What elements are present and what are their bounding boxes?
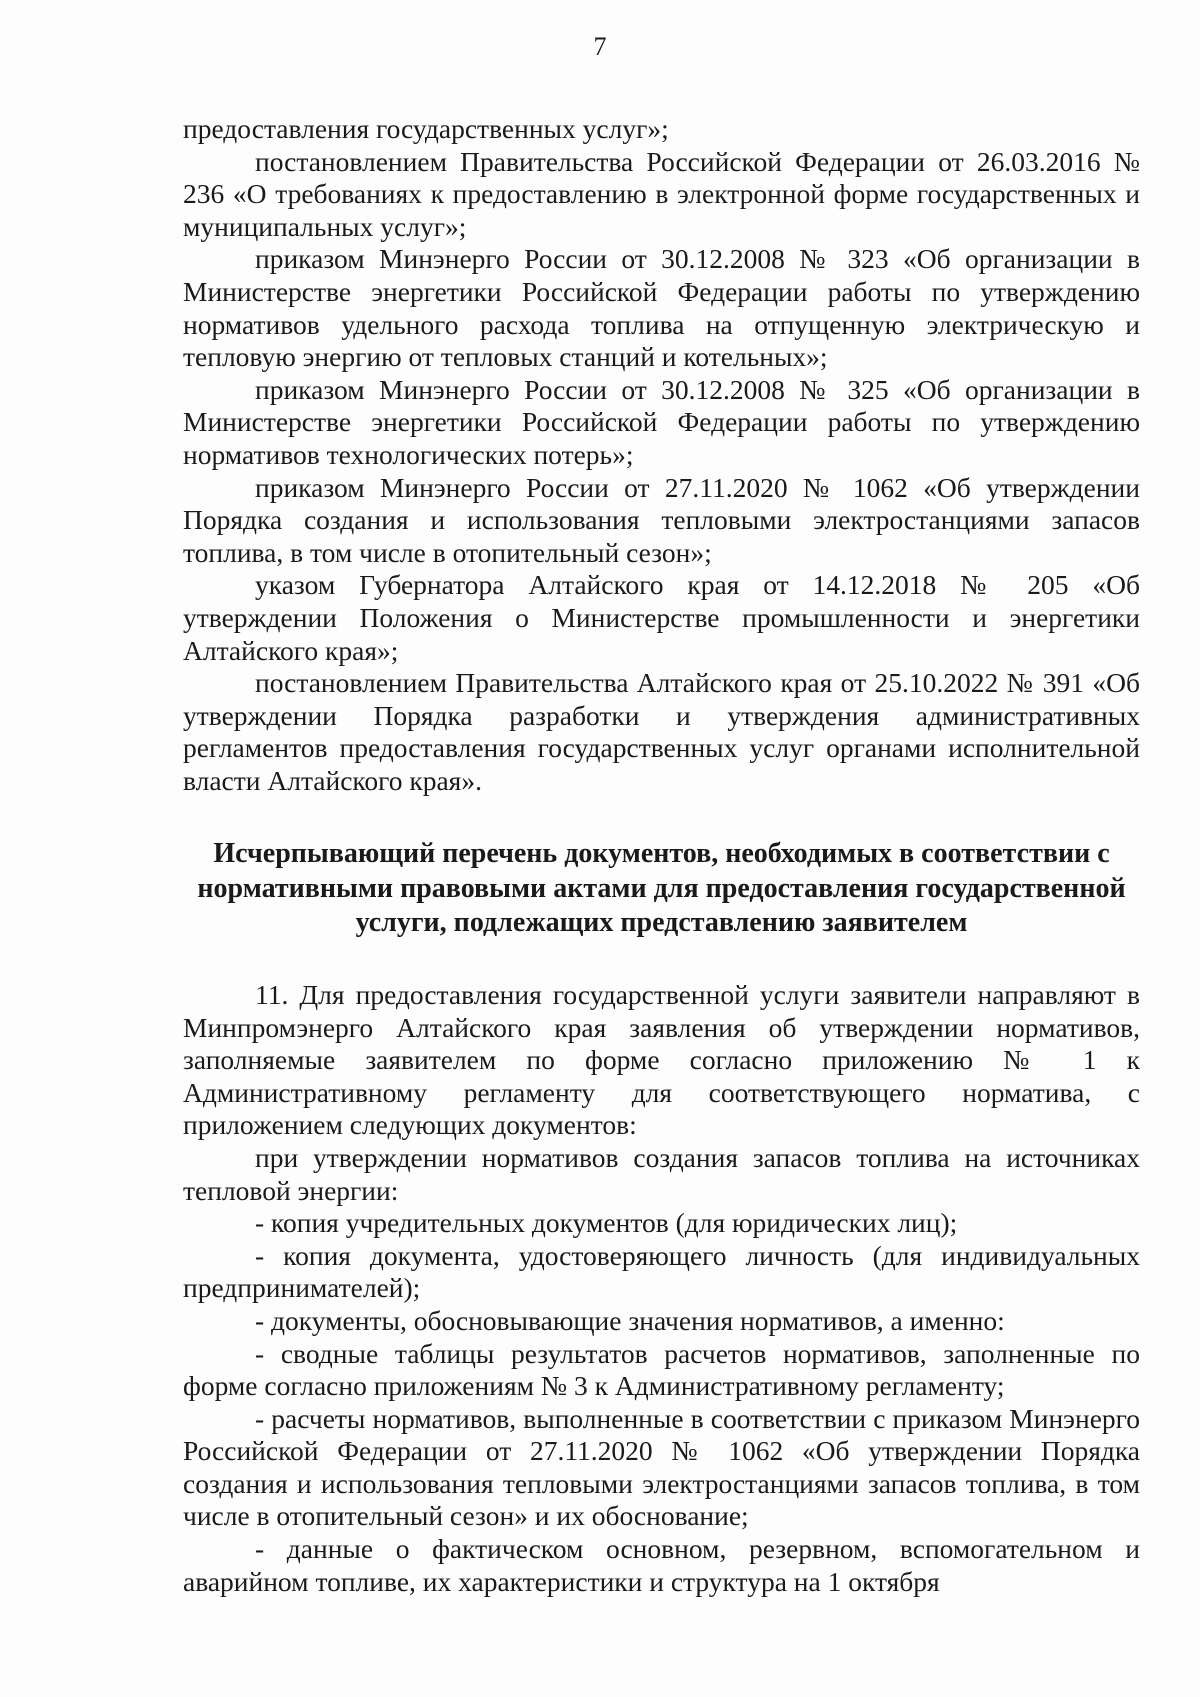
paragraph-top-2: приказом Минэнерго России от 30.12.2008 № 323 «Об организации в Министерстве энергетики Российской Федерации работы по утверждению нормативов удельного расхода топлива на отпущенную электрическую и тепловую энергию от тепловых станций и котельных»;: [183, 243, 1140, 373]
paragraph-bottom-0: 11. Для предоставления государственной услуги заявители направляют в Минпромэнерго Алтайского края заявления об утверждении нормативов, заполняемые заявителем по форме согласно приложению № 1 к Административному регламенту для соответствующего норматива, с приложением следующих документов:: [183, 978, 1140, 1141]
paragraph-top-5: указом Губернатора Алтайского края от 14.12.2018 № 205 «Об утверждении Положения о Министерстве промышленности и энергетики Алтайского края»;: [183, 569, 1140, 666]
paragraph-top-1: постановлением Правительства Российской Федерации от 26.03.2016 № 236 «О требованиях к предоставлению в электронной форме государственных и муниципальных услуг»;: [183, 145, 1140, 242]
paragraph-bottom-2: - копия учредительных документов (для юридических лиц);: [255, 1207, 958, 1239]
paragraph-top-6: постановлением Правительства Алтайского края от 25.10.2022 № 391 «Об утверждении Порядка разработки и утверждения административных регламентов предоставления государственных услуг органами исполнительной власти Алтайского края».: [183, 667, 1140, 796]
paragraph-top-0: предоставления государственных услуг»;: [183, 113, 669, 144]
paragraph-bottom-3: - копия документа, удостоверяющего личность (для индивидуальных предпринимателей);: [183, 1239, 1140, 1304]
paragraph-bottom-1: при утверждении нормативов создания запасов топлива на источниках тепловой энергии:: [183, 1141, 1140, 1206]
paragraph-bottom-4: - документы, обосновывающие значения нормативов, а именно:: [255, 1304, 1005, 1336]
paragraph-bottom-6: - расчеты нормативов, выполненные в соответствии с приказом Минэнерго Российской Федерации от 27.11.2020 № 1062 «Об утверждении Порядка создания и использования тепловыми электростанциями запасов топлива, в том числе в отопительный сезон» и их обоснование;: [183, 1402, 1140, 1532]
paragraph-top-3: приказом Минэнерго России от 30.12.2008 № 325 «Об организации в Министерстве энергетики Российской Федерации работы по утверждению нормативов технологических потерь»;: [183, 373, 1140, 470]
paragraph-top-4: приказом Минэнерго России от 27.11.2020 № 1062 «Об утверждении Порядка создания и использования тепловыми электростанциями запасов топлива, в том числе в отопительный сезон»;: [183, 471, 1140, 568]
page-number: 7: [593, 32, 607, 61]
document-body: [183, 113, 1140, 1598]
section-heading: Исчерпывающий перечень документов, необходимых в соответствии с нормативными правовыми актами для предоставления государственной услуги, подлежащих представлению заявителем: [197, 838, 1126, 939]
paragraph-bottom-5: - сводные таблицы результатов расчетов нормативов, заполненные по форме согласно приложениям № 3 к Административному регламенту;: [183, 1337, 1140, 1402]
paragraph-bottom-7: - данные о фактическом основном, резервном, вспомогательном и аварийном топливе, их характеристики и структура на 1 октября: [183, 1533, 1140, 1597]
